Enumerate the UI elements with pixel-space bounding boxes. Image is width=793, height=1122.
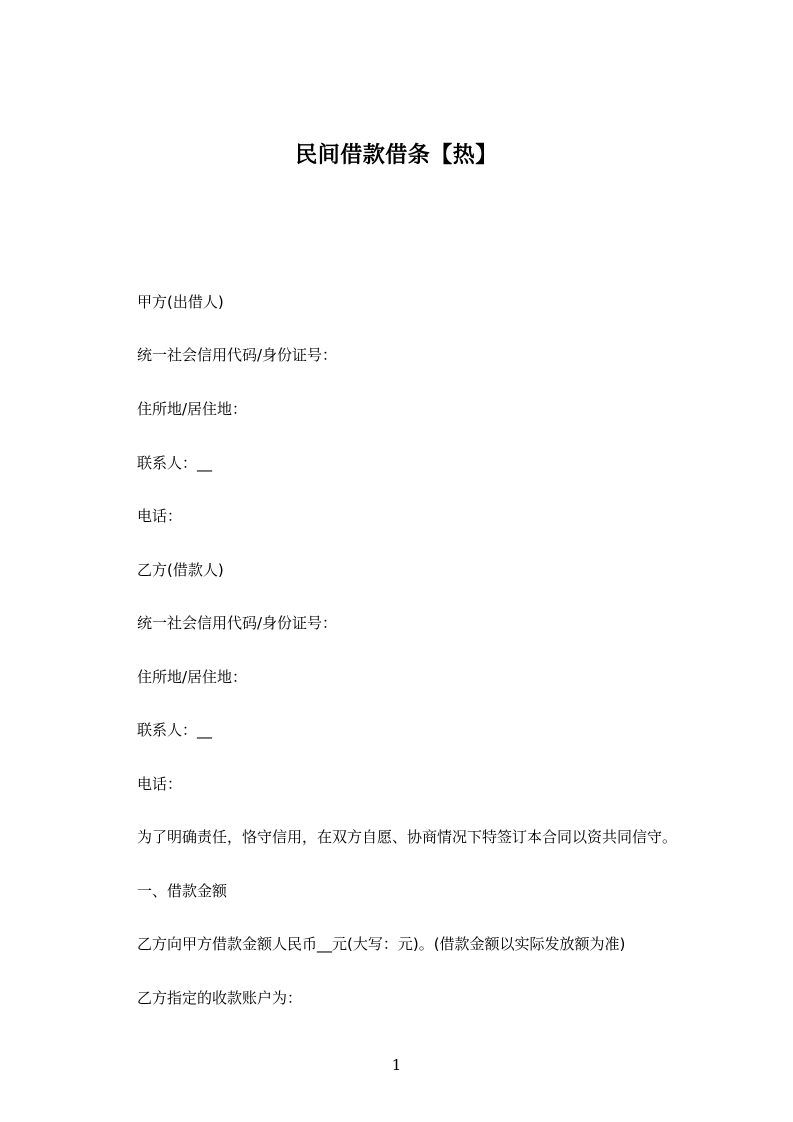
loan-amount-paragraph: 乙方向甲方借款金额人民币__元(大写：元)。(借款金额以实际发放额为准) (137, 935, 626, 953)
party-a-heading: 甲方(出借人) (137, 293, 224, 311)
party-b-phone-label: 电话： (137, 775, 183, 793)
party-a-address-label: 住所地/居住地： (137, 400, 248, 418)
party-b-heading: 乙方(借款人) (137, 561, 224, 579)
page-number: 1 (391, 1056, 402, 1074)
section-heading-loan-amount: 一、借款金额 (137, 882, 228, 900)
party-a-id-label: 统一社会信用代码/身份证号： (137, 346, 338, 364)
party-b-contact-label: 联系人：__ (137, 721, 213, 739)
party-a-phone-label: 电话： (137, 507, 183, 525)
party-b-id-label: 统一社会信用代码/身份证号： (137, 614, 338, 632)
document-title: 民间借款借条【热】 (295, 143, 498, 168)
receiving-account-label: 乙方指定的收款账户为： (137, 989, 303, 1007)
party-b-address-label: 住所地/居住地： (137, 668, 248, 686)
party-a-contact-label: 联系人：__ (137, 454, 213, 472)
preamble-paragraph: 为了明确责任，恪守信用，在双方自愿、协商情况下特签订本合同以资共同信守。 (137, 828, 678, 846)
